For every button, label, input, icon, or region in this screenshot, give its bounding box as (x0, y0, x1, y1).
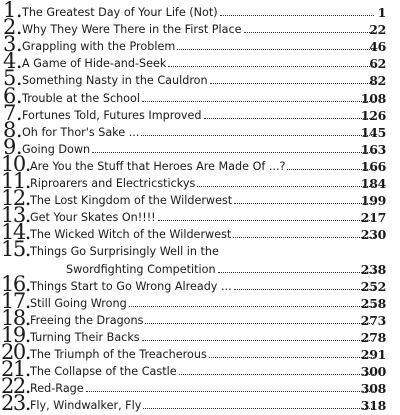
page-number: 1 (377, 5, 386, 20)
chapter-title: Oh for Thor's Sake ... (22, 125, 140, 139)
page-number: 163 (360, 141, 386, 157)
dot-leader (204, 109, 374, 119)
chapter-title-line (30, 399, 374, 413)
chapter-title: Red-Rage (30, 382, 84, 396)
dot-leader (142, 331, 374, 341)
chapter-title-continued: Swordfighting Competition (66, 262, 216, 276)
chapter-number: 2. (3, 15, 23, 40)
chapter-title: Something Nasty in the Cauldron (22, 74, 208, 88)
dot-leader (244, 23, 374, 33)
dot-leader (220, 6, 374, 16)
chapter-title: The Triumph of the Treacherous (30, 348, 207, 361)
chapter-number: 17. (1, 288, 30, 313)
chapter-title: Things Go Surprisingly Well in the (30, 245, 219, 259)
chapter-number: 12. (1, 186, 30, 211)
dot-leader (168, 57, 374, 67)
chapter-number: 19. (1, 322, 30, 347)
page-number: 82 (369, 73, 386, 89)
chapter-number: 23. (1, 391, 30, 415)
chapter-number: 21. (1, 357, 30, 382)
chapter-title: A Game of Hide-and-Seek (22, 57, 167, 71)
chapter-number: 13. (1, 203, 30, 228)
chapter-number: 3. (3, 32, 23, 57)
page-number: 217 (360, 210, 386, 226)
page-number: 318 (360, 398, 386, 414)
chapter-number: 8. (3, 117, 23, 142)
page-number: 22 (369, 22, 386, 38)
page-number: 273 (360, 312, 386, 328)
page-number: 166 (360, 158, 386, 174)
page-number: 145 (360, 124, 386, 140)
chapter-number: 5. (3, 66, 23, 91)
dot-leader (86, 382, 374, 392)
chapter-title: Still Going Wrong (30, 296, 127, 310)
chapter-title: Freeing the Dragons (30, 313, 144, 327)
chapter-title: Going Down (22, 142, 91, 156)
dot-leader (209, 348, 374, 358)
dot-leader (233, 228, 374, 238)
dot-leader (145, 314, 374, 324)
page-number: 46 (369, 39, 386, 55)
chapter-number: 7. (3, 100, 23, 125)
dot-leader (143, 399, 374, 409)
chapter-number: 1. (3, 0, 23, 22)
chapter-number: 11. (1, 169, 30, 193)
page-number: 278 (360, 329, 386, 345)
page-number: 258 (360, 295, 386, 311)
chapter-title: Fly, Windwalker, Fly (30, 399, 142, 413)
chapter-number: 10. (1, 151, 30, 176)
chapter-title: Turning Their Backs (30, 330, 140, 344)
chapter-title: The Lost Kingdom of the Wilderwest (30, 194, 233, 208)
chapter-number: 18. (1, 305, 30, 330)
page-number: 126 (360, 107, 386, 123)
page-number: 238 (360, 261, 386, 277)
chapter-number: 14. (1, 220, 30, 245)
chapter-title: Trouble at the School (22, 91, 140, 105)
dot-leader (210, 74, 374, 84)
chapter-title: Things Start to Go Wrong Already ... (30, 279, 232, 293)
dot-leader (92, 143, 374, 153)
chapter-number: 4. (3, 49, 23, 74)
dot-leader (179, 365, 374, 375)
chapter-number: 15. (1, 237, 30, 262)
dot-leader (142, 92, 374, 102)
page-number: 291 (360, 347, 386, 362)
toc-entry (0, 393, 400, 415)
dot-leader (158, 211, 374, 221)
chapter-title: The Greatest Day of Your Life (Not) (22, 6, 218, 19)
chapter-title: Grappling with the Problem (22, 40, 176, 54)
dot-leader (218, 263, 374, 273)
page-number: 252 (360, 278, 386, 294)
chapter-number: 22. (1, 374, 30, 399)
chapter-title: Riproarers and Electricstickys (30, 177, 196, 190)
chapter-number: 9. (3, 134, 23, 159)
dot-leader (234, 194, 374, 204)
chapter-number: 20. (1, 340, 30, 364)
page-number: 230 (360, 227, 386, 243)
dot-leader (197, 177, 374, 187)
page-number: 199 (360, 193, 386, 209)
chapter-title: The Collapse of the Castle (30, 365, 177, 379)
dot-leader (177, 40, 374, 50)
page-number: 108 (360, 90, 386, 106)
chapter-title: The Wicked Witch of the Wilderwest (30, 228, 232, 242)
page-number: 300 (360, 364, 386, 380)
dot-leader (129, 297, 374, 307)
chapter-title: Fortunes Told, Futures Improved (22, 108, 202, 122)
chapter-title: Are You the Stuff that Heroes Are Made Of ...? (30, 159, 286, 173)
page-number: 308 (360, 381, 386, 397)
dot-leader (234, 280, 374, 290)
page-number: 184 (360, 176, 386, 191)
page-number: 62 (369, 56, 386, 72)
chapter-number: 16. (1, 271, 30, 296)
chapter-title: Get Your Skates On!!!! (30, 211, 156, 225)
dot-leader (141, 126, 374, 136)
chapter-number: 6. (3, 83, 23, 108)
chapter-title: Why They Were There in the First Place (22, 23, 242, 37)
